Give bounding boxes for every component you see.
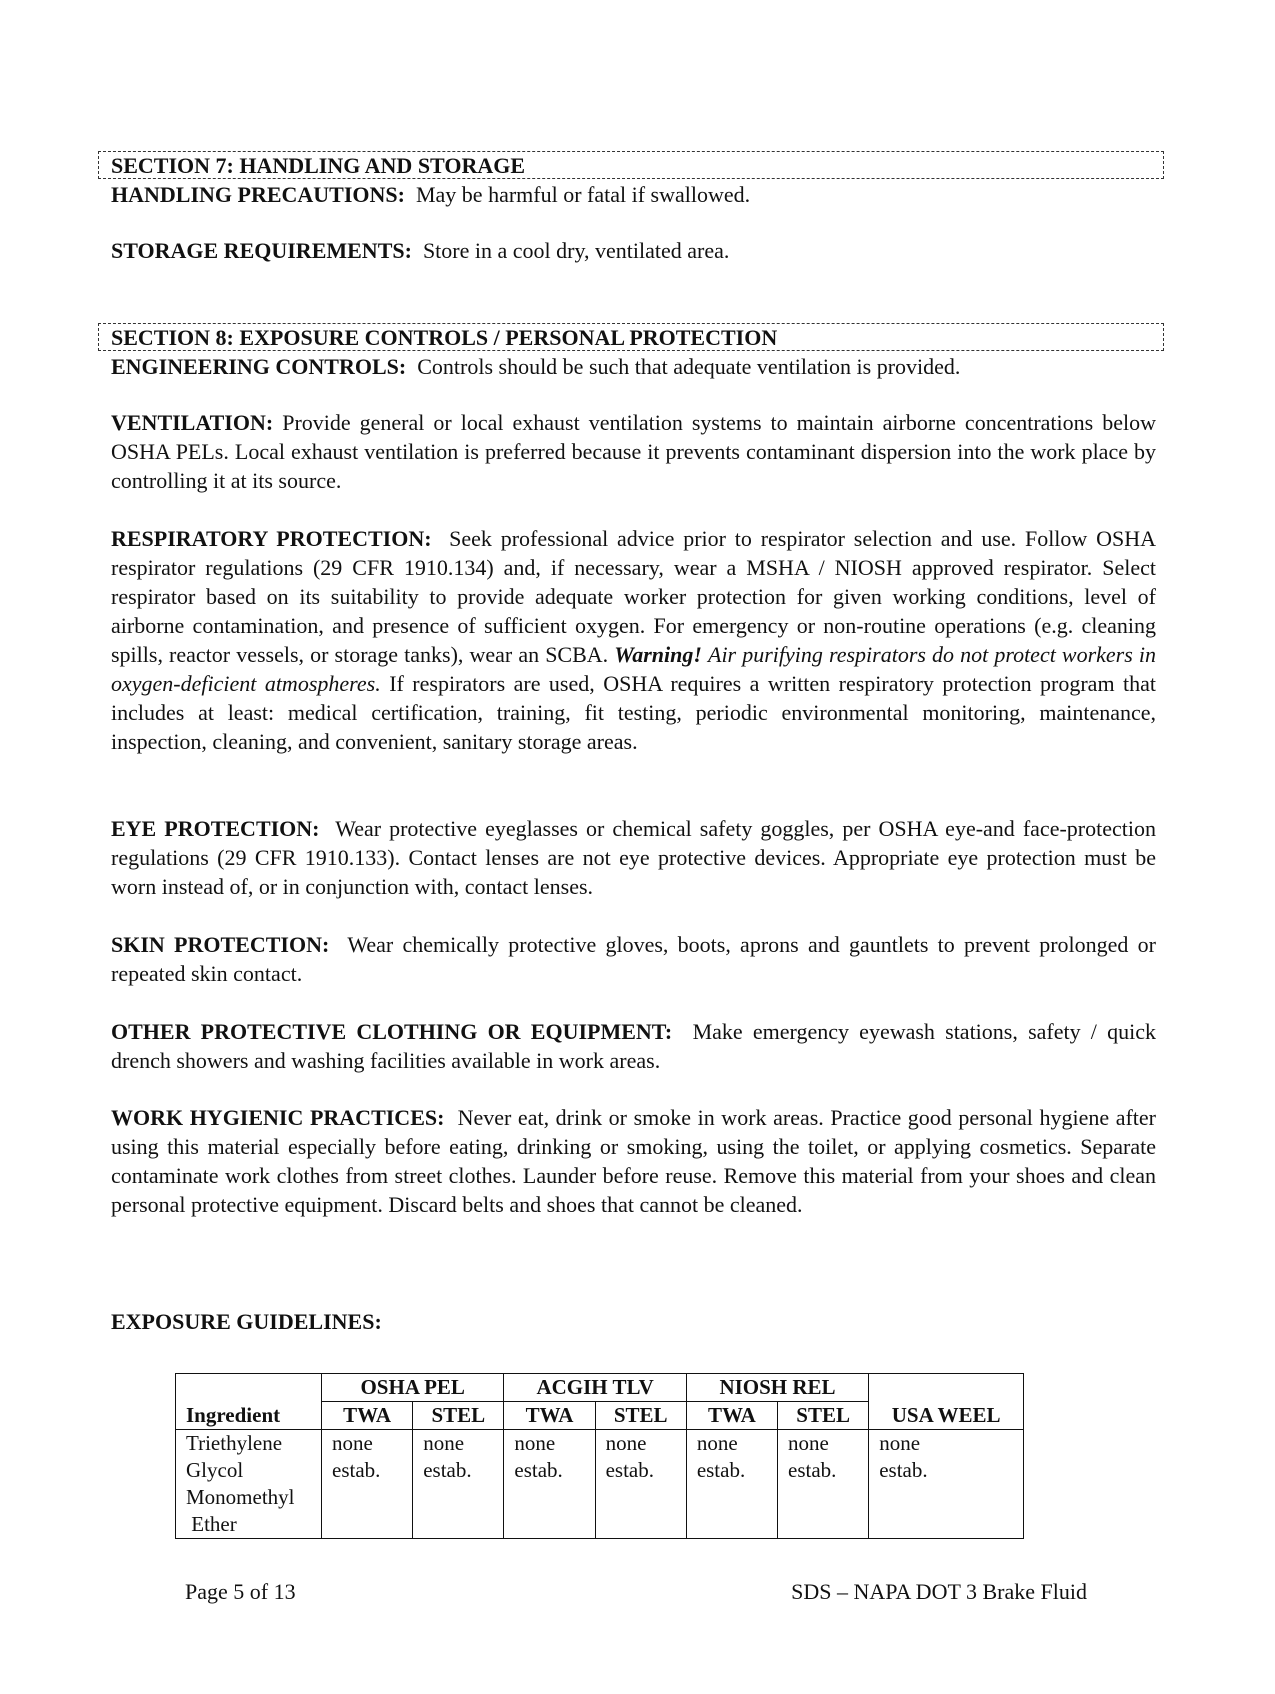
eye-label: EYE PROTECTION: bbox=[111, 816, 320, 841]
handling-precautions bbox=[111, 180, 1156, 209]
engineering-controls bbox=[111, 352, 1156, 381]
osha-twa-header: TWA bbox=[322, 1402, 413, 1430]
other-label: OTHER PROTECTIVE CLOTHING OR EQUIPMENT: bbox=[111, 1019, 673, 1044]
section-8-title: SECTION 8: EXPOSURE CONTROLS / PERSONAL PROTECTION bbox=[111, 325, 778, 350]
acgih-twa-cell: none estab. bbox=[504, 1430, 595, 1539]
eye-protection bbox=[111, 814, 1156, 901]
acgih-twa-header: TWA bbox=[504, 1402, 595, 1430]
guidelines-label: EXPOSURE GUIDELINES: bbox=[111, 1309, 382, 1334]
osha-stel-cell: none estab. bbox=[413, 1430, 504, 1539]
acgih-stel-header: STEL bbox=[595, 1402, 686, 1430]
storage-text: Store in a cool dry, ventilated area. bbox=[422, 238, 730, 263]
ingredient-header: Ingredient bbox=[176, 1374, 322, 1430]
skin-text: Wear chemically protective gloves, boots, aprons and gauntlets to prevent prolonged or repeated skin contact. bbox=[111, 932, 1156, 986]
respiratory-warning-text: Air purifying respirators do not protect workers in oxygen-deficient atmospheres. bbox=[111, 642, 1156, 696]
exposure-guidelines bbox=[111, 1307, 1156, 1336]
section-7-header bbox=[98, 151, 1164, 179]
engineering-label: ENGINEERING CONTROLS: bbox=[111, 354, 407, 379]
respiratory-text-1: Seek professional advice prior to respirator selection and use. Follow OSHA respirator regulations (29 CFR 1910.134) and, if necessary, wear a MSHA / NIOSH approved respirator. Select respirator based on its suitability to provide adequate worker protection for given working conditions, level of airborne contamination, and presence of sufficient oxygen. For emergency or non-routine operations (e.g. cleaning spills, reactor vessels, or storage tanks), wear an SCBA. bbox=[111, 526, 1156, 667]
storage-label: STORAGE REQUIREMENTS: bbox=[111, 238, 412, 263]
hygiene-text: Never eat, drink or smoke in work areas. Practice good personal hygiene after using this material especially before eating, drinking or smoking, using the toilet, or applying cosmetics. Separate contaminate work clothes from street clothes. Launder before reuse. Remove this material from your shoes and clean personal protective equipment. Discard belts and shoes that cannot be cleaned. bbox=[111, 1105, 1157, 1217]
table-row bbox=[176, 1430, 1024, 1539]
exposure-guidelines-table bbox=[175, 1373, 1024, 1539]
usa-weel-header: USA WEEL bbox=[869, 1374, 1024, 1430]
osha-pel-header: OSHA PEL bbox=[322, 1374, 504, 1402]
acgih-stel-cell: none estab. bbox=[595, 1430, 686, 1539]
skin-label: SKIN PROTECTION: bbox=[111, 932, 330, 957]
niosh-twa-cell: none estab. bbox=[686, 1430, 777, 1539]
niosh-twa-header: TWA bbox=[686, 1402, 777, 1430]
other-text: Make emergency eyewash stations, safety / quick drench showers and washing facilities available in work areas. bbox=[111, 1019, 1156, 1073]
osha-twa-cell: none estab. bbox=[322, 1430, 413, 1539]
ventilation bbox=[111, 408, 1156, 495]
page-number: Page 5 of 13 bbox=[185, 1579, 296, 1604]
other-protective-equipment bbox=[111, 1017, 1156, 1075]
usa-weel-cell: none estab. bbox=[869, 1430, 1024, 1539]
niosh-rel-header: NIOSH REL bbox=[686, 1374, 868, 1402]
engineering-text: Controls should be such that adequate ventilation is provided. bbox=[417, 354, 961, 379]
document-title: SDS – NAPA DOT 3 Brake Fluid bbox=[791, 1579, 1087, 1604]
niosh-stel-header: STEL bbox=[778, 1402, 869, 1430]
niosh-stel-cell: none estab. bbox=[778, 1430, 869, 1539]
ingredient-cell: Triethylene Glycol Monomethyl Ether bbox=[176, 1430, 322, 1539]
hygiene-label: WORK HYGIENIC PRACTICES: bbox=[111, 1105, 445, 1130]
eye-text: Wear protective eyeglasses or chemical safety goggles, per OSHA eye-and face-protection regulations (29 CFR 1910.133). Contact lenses are not eye protective devices. Appropriate eye protection must be worn instead of, or in conjunction with, contact lenses. bbox=[111, 816, 1156, 899]
skin-protection bbox=[111, 930, 1156, 988]
osha-stel-header: STEL bbox=[413, 1402, 504, 1430]
respiratory-warning-label: Warning! bbox=[614, 642, 702, 667]
ventilation-label: VENTILATION: bbox=[111, 410, 274, 435]
acgih-tlv-header: ACGIH TLV bbox=[504, 1374, 686, 1402]
handling-text: May be harmful or fatal if swallowed. bbox=[415, 182, 751, 207]
work-hygienic-practices bbox=[111, 1103, 1156, 1219]
respiratory-text-2: If respirators are used, OSHA requires a written respiratory protection program that includes at least: medical certification, training, fit testing, periodic environmental monitoring, maintenance, inspection, cleaning, and convenient, sanitary storage areas. bbox=[111, 671, 1156, 754]
respiratory-label: RESPIRATORY PROTECTION: bbox=[111, 526, 432, 551]
handling-label: HANDLING PRECAUTIONS: bbox=[111, 182, 405, 207]
respiratory-protection bbox=[111, 524, 1156, 756]
section-8-header bbox=[98, 323, 1164, 351]
storage-requirements bbox=[111, 236, 1156, 265]
section-7-title: SECTION 7: HANDLING AND STORAGE bbox=[111, 153, 526, 178]
ventilation-text: Provide general or local exhaust ventilation systems to maintain airborne concentrations below OSHA PELs. Local exhaust ventilation is preferred because it prevents contaminant dispersion into the work place by controlling it at its source. bbox=[111, 410, 1156, 493]
